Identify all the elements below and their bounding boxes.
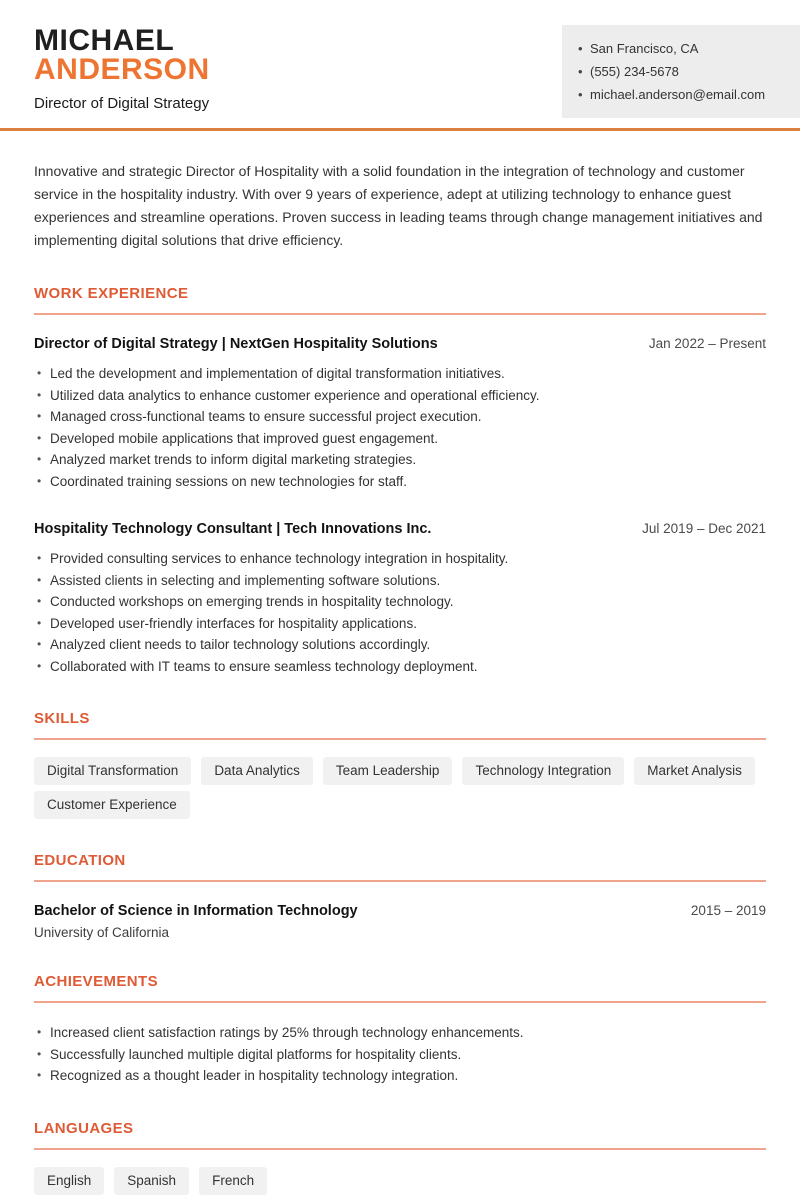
work-experience-heading: WORK EXPERIENCE: [34, 285, 189, 302]
skill-tag: Customer Experience: [34, 791, 190, 819]
job-bullet: • Analyzed client needs to tailor technology solutions accordingly.: [34, 634, 766, 656]
job-bullet: • Developed mobile applications that improved guest engagement.: [34, 428, 766, 450]
contact-item: • (555) 234-5678: [578, 60, 784, 83]
job-entry-header: [34, 521, 766, 537]
languages-heading: LANGUAGES: [34, 1119, 134, 1137]
header-job-title: Director of Digital Strategy: [34, 95, 210, 112]
job-bullet: • Provided consulting services to enhance technology integration in hospitality.: [34, 548, 766, 570]
achievements-bullet-list: [34, 1022, 766, 1087]
job-bullet: • Conducted workshops on emerging trends in hospitality technology.: [34, 591, 766, 613]
contact-item: • michael.anderson@email.com: [578, 83, 784, 106]
degree-title: Bachelor of Science in Information Technology: [34, 903, 358, 919]
school-name: University of California: [34, 925, 170, 940]
languages-tag-row: [34, 1167, 766, 1195]
job-title-company: Director of Digital Strategy | NextGen Hospitality Solutions: [34, 336, 438, 352]
achievements-heading: ACHIEVEMENTS: [34, 973, 158, 990]
name-block: [34, 26, 210, 112]
job-bullet: • Assisted clients in selecting and implementing software solutions.: [34, 570, 766, 592]
job-entry: [34, 336, 766, 492]
section-divider: [34, 1001, 766, 1003]
language-tag: English: [34, 1167, 104, 1195]
job-dates: Jul 2019 – Dec 2021: [642, 521, 766, 536]
skill-tag: Data Analytics: [201, 757, 313, 785]
education-heading: EDUCATION: [34, 852, 126, 869]
language-tag: French: [199, 1167, 267, 1195]
education-entry-header: [34, 903, 766, 919]
first-name: MICHAEL: [34, 24, 175, 57]
section-education: [34, 852, 766, 940]
job-bullet-list: [34, 363, 766, 492]
achievement-bullet: • Recognized as a thought leader in hospitality technology integration.: [34, 1065, 766, 1087]
education-dates: 2015 – 2019: [690, 903, 766, 918]
job-bullet: • Analyzed market trends to inform digital marketing strategies.: [34, 449, 766, 471]
skill-tag: Team Leadership: [323, 757, 453, 785]
skills-heading: SKILLS: [34, 710, 90, 727]
resume-header: [0, 0, 800, 131]
skill-tag: Technology Integration: [462, 757, 624, 785]
resume-body: [0, 160, 800, 1195]
education-entry: [34, 903, 766, 940]
job-bullet: • Utilized data analytics to enhance customer experience and operational efficiency.: [34, 385, 766, 407]
section-work-experience: [34, 285, 766, 677]
achievement-bullet: • Increased client satisfaction ratings by 25% through technology enhancements.: [34, 1022, 766, 1044]
job-entry: [34, 521, 766, 677]
last-name: ANDERSON: [34, 53, 210, 86]
section-divider: [34, 1148, 766, 1150]
section-skills: [34, 710, 766, 819]
section-divider: [34, 738, 766, 740]
job-bullet-list: [34, 548, 766, 677]
skill-tag: Digital Transformation: [34, 757, 191, 785]
contact-item: • San Francisco, CA: [578, 37, 784, 60]
section-divider: [34, 313, 766, 315]
contact-box: [562, 25, 800, 118]
contact-list: [578, 37, 784, 106]
job-bullet: • Managed cross-functional teams to ensure successful project execution.: [34, 406, 766, 428]
section-achievements: [34, 973, 766, 1087]
job-bullet: • Led the development and implementation of digital transformation initiatives.: [34, 363, 766, 385]
job-bullet: • Developed user-friendly interfaces for hospitality applications.: [34, 613, 766, 635]
job-title-company: Hospitality Technology Consultant | Tech Innovations Inc.: [34, 521, 432, 537]
job-bullet: • Coordinated training sessions on new technologies for staff.: [34, 471, 766, 493]
job-dates: Jan 2022 – Present: [648, 336, 766, 351]
job-entry-header: [34, 336, 766, 352]
job-bullet: • Collaborated with IT teams to ensure seamless technology deployment.: [34, 656, 766, 678]
skills-tag-row: [34, 757, 766, 819]
section-languages: [34, 1120, 766, 1195]
section-divider: [34, 880, 766, 882]
summary-paragraph: Innovative and strategic Director of Hospitality with a solid foundation in the integration of technology and customer service in the hospitality industry. With over 9 years of experience, adept at utilizing technology to enhance guest experiences and streamline operations. Proven success in leading teams through change management initiatives and implementing digital solutions that drive efficiency.: [34, 163, 763, 248]
language-tag: Spanish: [114, 1167, 189, 1195]
skill-tag: Market Analysis: [634, 757, 755, 785]
achievement-bullet: • Successfully launched multiple digital platforms for hospitality clients.: [34, 1044, 766, 1066]
